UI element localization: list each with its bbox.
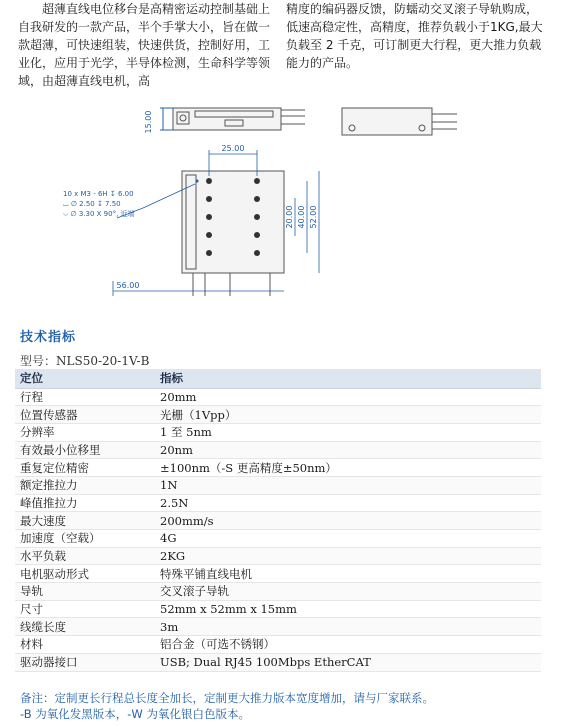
spec-body: [15, 388, 541, 671]
spec-row: [15, 388, 541, 406]
spec-key: 重复定位精密: [15, 459, 155, 477]
spec-row: [15, 459, 541, 477]
spec-value: 1 至 5nm: [155, 423, 541, 441]
model-label: 型号：NLS50-20-1V-B: [20, 354, 150, 368]
spec-value: 200mm/s: [155, 512, 541, 530]
spec-table: [15, 369, 541, 672]
intro-paragraph-left: 超薄直线电位移台是高精密运动控制基础上自我研发的一款产品，半个手掌大小，旨在做一款超薄，可快速组装，快速供货，控制好用，工业化，应用于光学，半导体检测，生命科学等领域，由超薄直线电机，高: [18, 2, 271, 88]
note-line-2: -B 为氧化发黑版本，-W 为氧化银白色版本。: [20, 707, 250, 721]
spec-key: 位置传感器: [15, 406, 155, 424]
intro-column-right: [286, 0, 548, 72]
spec-key: 行程: [15, 388, 155, 406]
spec-value: 4G: [155, 530, 541, 548]
spec-key: 尺寸: [15, 600, 155, 618]
spec-key: 导轨: [15, 583, 155, 601]
spec-value: 20mm: [155, 388, 541, 406]
spec-heading: 技术指标: [20, 330, 77, 345]
drawing-svg: [55, 96, 485, 296]
intro-text: [18, 0, 548, 88]
spec-row: [15, 547, 541, 565]
dim-20: 20.00: [285, 205, 294, 229]
spec-key: 分辨率: [15, 423, 155, 441]
spec-header-row: [15, 369, 541, 388]
spec-row: [15, 406, 541, 424]
spec-value: ±100nm（-S 更高精度±50nm）: [155, 459, 541, 477]
spec-key: 材料: [15, 636, 155, 654]
notes: [20, 690, 434, 722]
hole-note-3: ⌵ ∅ 3.30 X 90°, 近端: [63, 210, 135, 218]
spec-value: 光栅（1Vpp）: [155, 406, 541, 424]
spec-key: 水平负载: [15, 547, 155, 565]
spec-row: [15, 565, 541, 583]
spec-value: 2.5N: [155, 494, 541, 512]
hole-note-1: 10 x M3 - 6H ↧ 6.00: [63, 190, 134, 198]
spec-value: 特殊平铺直线电机: [155, 565, 541, 583]
header-value: 指标: [155, 369, 541, 388]
header-position: 定位: [15, 369, 155, 388]
spec-row: [15, 441, 541, 459]
hole-note-2: ⌴ ∅ 2.50 ↧ 7.50: [63, 200, 121, 208]
spec-row: [15, 494, 541, 512]
spec-key: 有效最小位移里: [15, 441, 155, 459]
dim-25: 25.00: [221, 144, 245, 153]
spec-key: 线缆长度: [15, 618, 155, 636]
intro-column-left: [18, 0, 270, 90]
spec-value: 1N: [155, 476, 541, 494]
spec-key: 峰值推拉力: [15, 494, 155, 512]
spec-value: 2KG: [155, 547, 541, 565]
end-view: [342, 108, 457, 135]
spec-row: [15, 600, 541, 618]
spec-key: 加速度（空载）: [15, 530, 155, 548]
dim-56: 56.00: [116, 281, 140, 290]
spec-value: 交叉滚子导轨: [155, 583, 541, 601]
intro-paragraph-right: 精度的编码器反馈，防蠕动交叉滚子导轨购成，低速高稳定性，高精度，推荐负载小于1KG,最大负载至 2 千克，可订制更大行程，更大推力负载能力的产品。: [286, 2, 543, 70]
spec-row: [15, 636, 541, 654]
spec-row: [15, 653, 541, 671]
spec-value: 20nm: [155, 441, 541, 459]
spec-key: 驱动器接口: [15, 653, 155, 671]
top-view: [182, 171, 284, 296]
dim-52: 52.00: [309, 205, 318, 229]
spec-row: [15, 476, 541, 494]
spec-key: 最大速度: [15, 512, 155, 530]
spec-value: 3m: [155, 618, 541, 636]
spec-row: [15, 423, 541, 441]
note-line-1: 备注：定制更长行程总长度全加长，定制更大推力版本宽度增加，请与厂家联系。: [20, 691, 434, 705]
spec-value: 52mm x 52mm x 15mm: [155, 600, 541, 618]
spec-key: 额定推拉力: [15, 476, 155, 494]
spec-row: [15, 512, 541, 530]
spec-value: 铝合金（可选不锈钢）: [155, 636, 541, 654]
spec-row: [15, 530, 541, 548]
spec-value: USB; Dual RJ45 100Mbps EtherCAT: [155, 653, 541, 671]
spec-row: [15, 583, 541, 601]
dim-40: 40.00: [297, 205, 306, 229]
spec-key: 电机驱动形式: [15, 565, 155, 583]
side-view: [160, 108, 305, 130]
spec-row: [15, 618, 541, 636]
dim-15: 15.00: [144, 110, 153, 134]
technical-drawing: [55, 96, 485, 296]
